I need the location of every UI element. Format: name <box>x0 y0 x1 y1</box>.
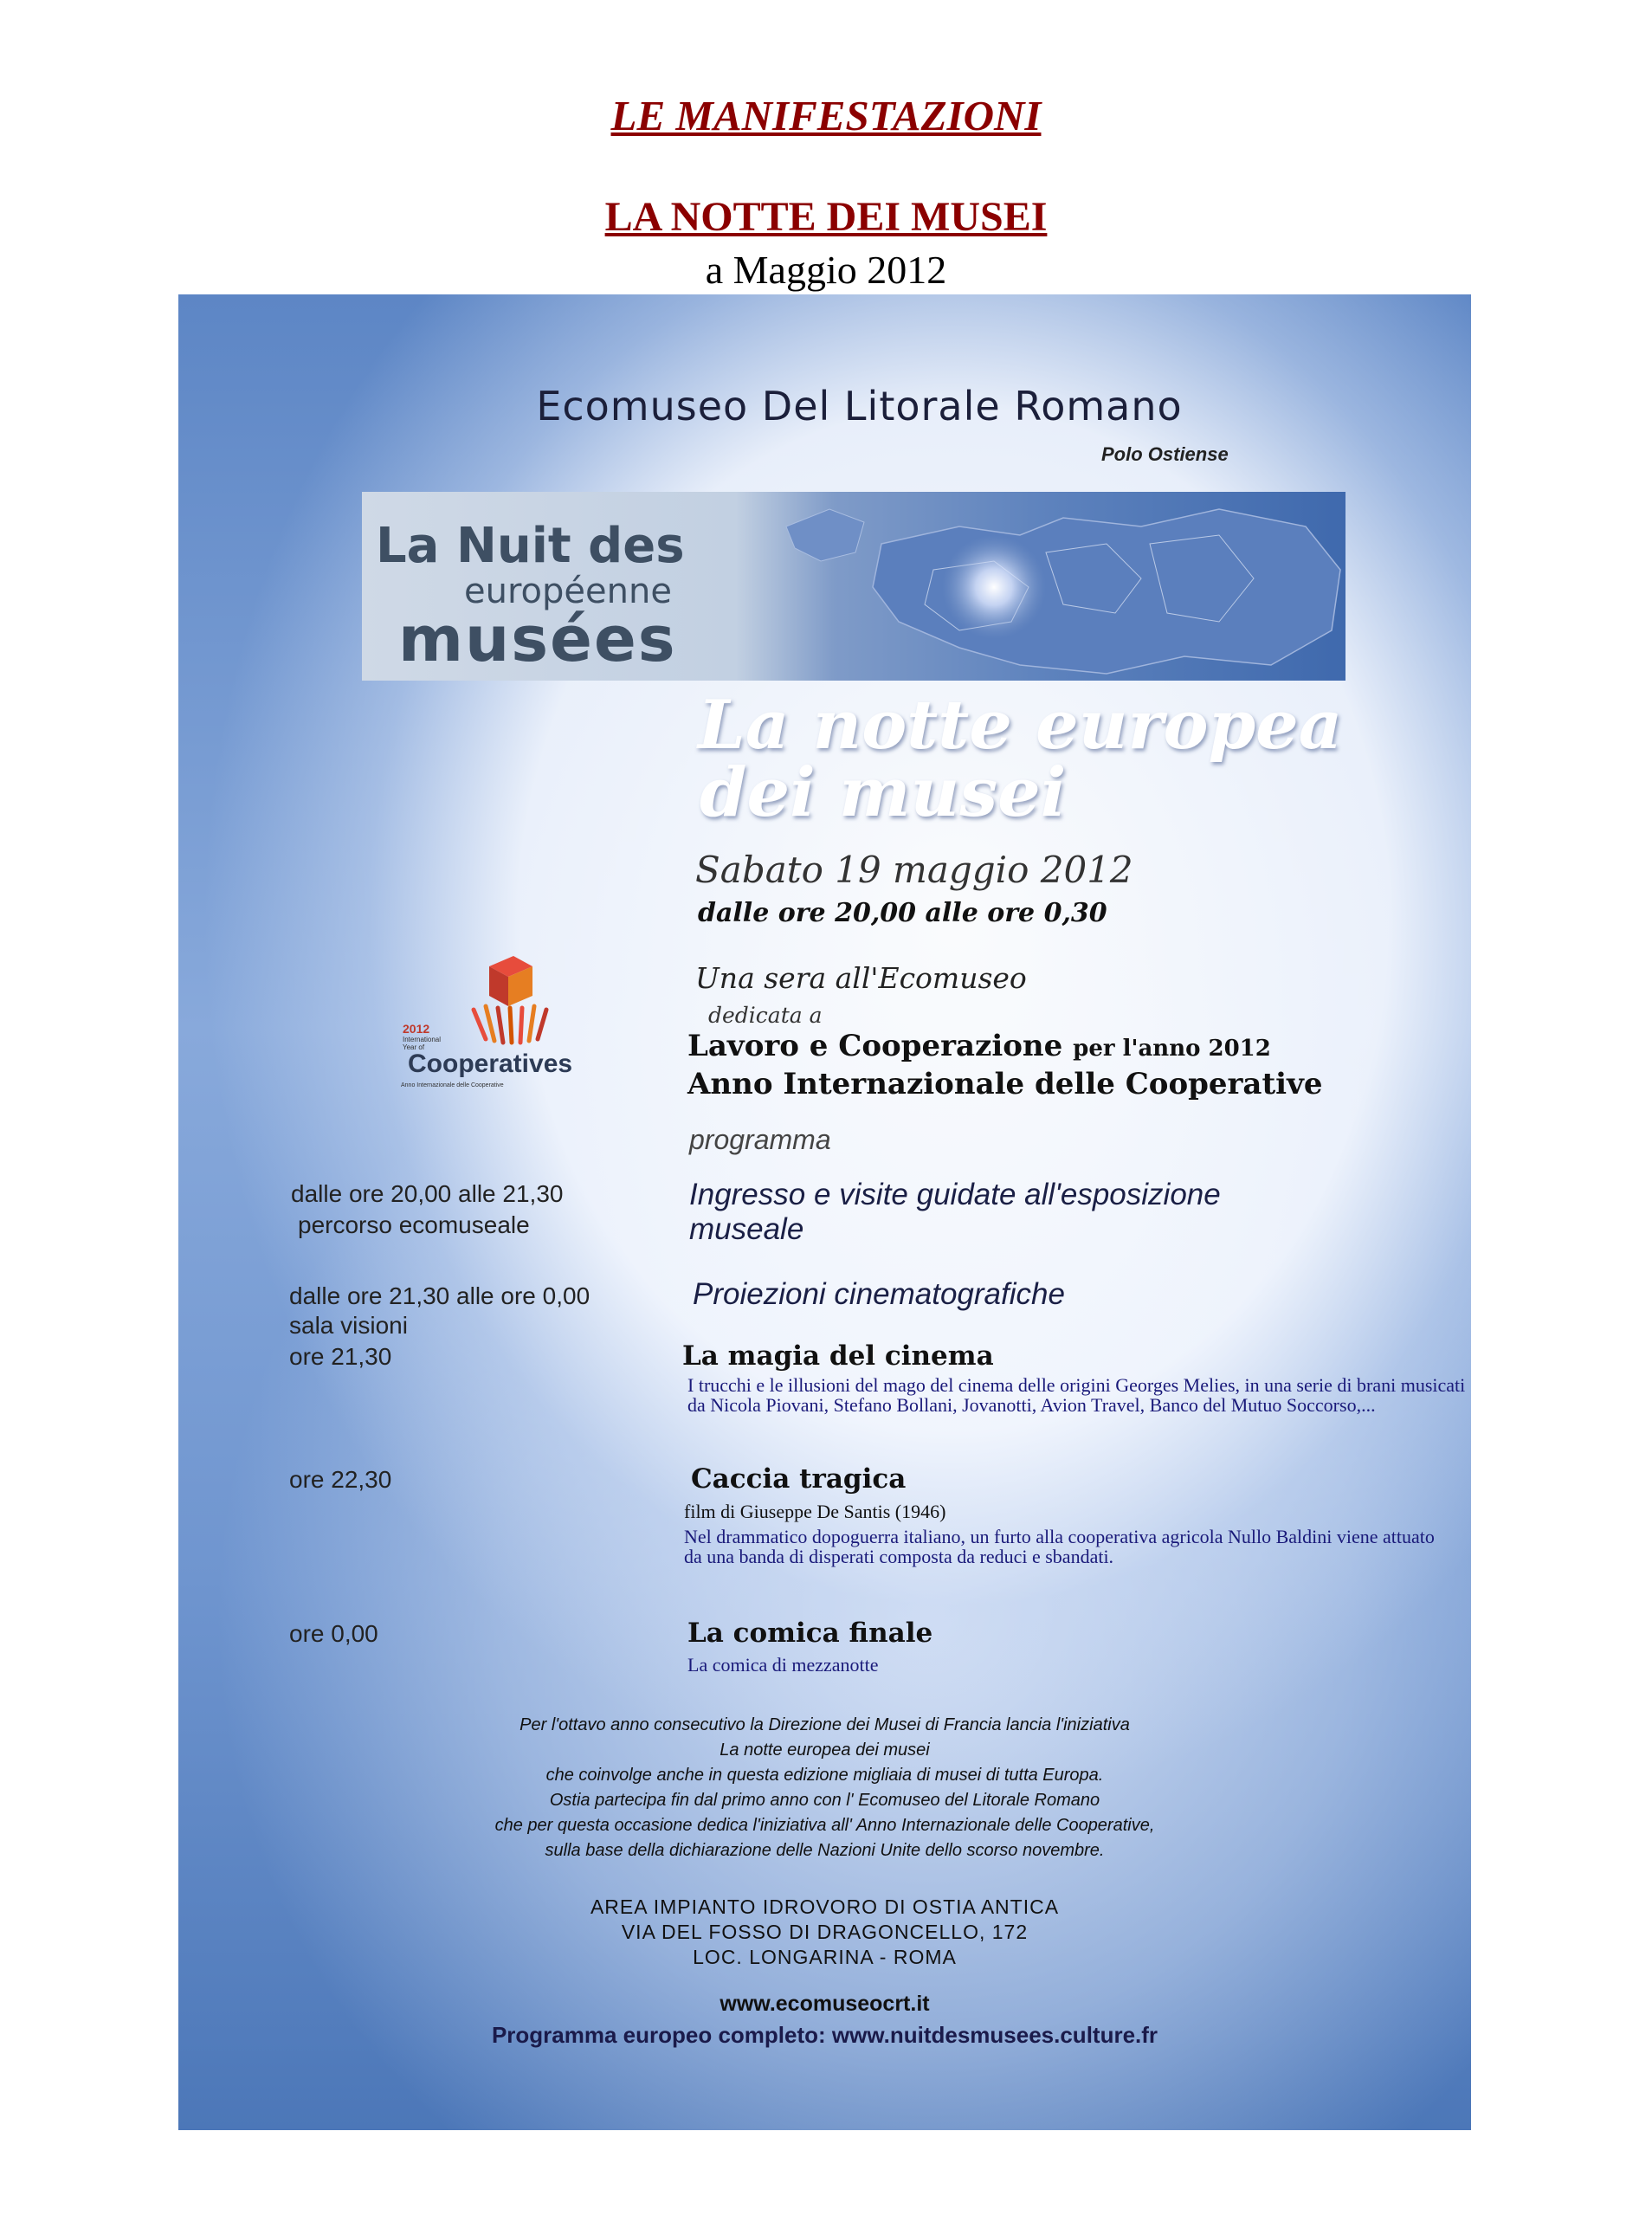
schedule-event-film: film di Giuseppe De Santis (1946) <box>684 1501 946 1522</box>
schedule-event-desc: I trucchi e le illusioni del mago del cinema delle origini Georges Melies, in una serie di brani musicati da Nicola Piovani, Stefano Bollani, Jovanotti, Avion Travel, Banco del Mutuo Soccorso,... <box>687 1374 1466 1416</box>
program-link[interactable]: Programma europeo completo: www.nuitdesmusees.culture.fr <box>491 2022 1158 2048</box>
banner-line-1: La Nuit des <box>376 518 685 574</box>
schedule-event-title: La magia del cinema <box>682 1340 994 1372</box>
address-line: VIA DEL FOSSO DI DRAGONCELLO, 172 <box>621 1921 1029 1943</box>
coop-logo-year: 2012 <box>403 1022 430 1036</box>
nuit-des-musees-banner <box>362 492 1345 681</box>
schedule-time: dalle ore 20,00 alle 21,30 <box>291 1180 564 1207</box>
schedule-event-title: La comica finale <box>687 1618 933 1649</box>
event-dedicated: dedicata a <box>708 1003 823 1028</box>
paragraph-line: Ostia partecipa fin dal primo anno con l' Ecomuseo del Litorale Romano <box>549 1791 1100 1810</box>
europe-map-icon <box>734 492 1345 681</box>
paragraph-line: che per questa occasione dedica l'iniziativa all' Anno Internazionale delle Cooperative, <box>494 1816 1155 1835</box>
poster-title-line-1: La notte europea <box>698 686 1343 765</box>
schedule-event-title: Caccia tragica <box>691 1463 907 1495</box>
event-poster <box>178 294 1471 2130</box>
address-line: AREA IMPIANTO IDROVORO DI OSTIA ANTICA <box>590 1895 1060 1918</box>
venue-address <box>178 1895 1471 1970</box>
paragraph-line: Per l'ottavo anno consecutivo la Direzione dei Musei di Francia lancia l'iniziativa <box>519 1715 1130 1734</box>
section-date: a Maggio 2012 <box>705 248 947 292</box>
schedule-time: ore 22,30 <box>289 1466 392 1493</box>
event-theme <box>687 1029 1271 1063</box>
page-title: LE MANIFESTAZIONI <box>610 92 1042 139</box>
schedule-time: ore 0,00 <box>289 1620 378 1647</box>
coop-logo-word: Cooperatives <box>408 1049 573 1078</box>
event-evening: Una sera all'Ecomuseo <box>695 961 1027 995</box>
poster-org-sub: Polo Ostiense <box>1101 443 1229 465</box>
cooperatives-figures-icon <box>399 953 607 1048</box>
schedule-event-desc: La comica di mezzanotte <box>687 1654 879 1676</box>
banner-line-2: européenne <box>464 572 672 611</box>
paragraph-line: La notte europea dei musei <box>720 1740 930 1760</box>
description-paragraph <box>178 1713 1471 1863</box>
schedule-event-desc: Nel drammatico dopoguerra italiano, un furto alla cooperativa agricola Nullo Baldini viene attuato da una banda di disperati composta da reduci e sbandati. <box>684 1526 1435 1567</box>
poster-title-line-2: dei musei <box>700 753 1067 832</box>
schedule-time: ore 21,30 <box>289 1343 392 1370</box>
schedule-time: dalle ore 21,30 alle ore 0,00 <box>289 1282 590 1309</box>
coop-logo-intl: International Year of <box>403 1036 442 1051</box>
poster-org-name: Ecomuseo Del Litorale Romano <box>536 383 1183 429</box>
program-label: programma <box>689 1124 831 1155</box>
cooperatives-logo <box>399 953 607 1091</box>
event-theme-text: Lavoro e Cooperazione <box>687 1029 1063 1063</box>
banner-line-3: musées <box>398 603 677 675</box>
schedule-title: Ingresso e visite guidate all'esposizione museale <box>689 1178 1221 1246</box>
event-theme-line2: Anno Internazionale delle Cooperative <box>687 1067 1323 1101</box>
section-title: LA NOTTE DEI MUSEI <box>604 194 1048 240</box>
event-date: Sabato 19 maggio 2012 <box>695 849 1133 891</box>
event-theme-year: per l'anno 2012 <box>1073 1036 1271 1062</box>
schedule-time-note: percorso ecomuseale <box>298 1211 530 1238</box>
event-hours: dalle ore 20,00 alle ore 0,30 <box>698 898 1107 928</box>
address-line: LOC. LONGARINA - ROMA <box>693 1946 957 1968</box>
schedule-title: Proiezioni cinematografiche <box>693 1277 1065 1311</box>
coop-logo-sub: Anno Internazionale delle Cooperative <box>401 1082 504 1088</box>
website-link[interactable]: www.ecomuseocrt.it <box>720 1992 930 2016</box>
paragraph-line: che coinvolge anche in questa edizione migliaia di musei di tutta Europa. <box>545 1766 1104 1785</box>
schedule-time-note: sala visioni <box>289 1312 408 1339</box>
paragraph-line: sulla base della dichiarazione delle Nazioni Unite dello scorso novembre. <box>545 1841 1105 1860</box>
